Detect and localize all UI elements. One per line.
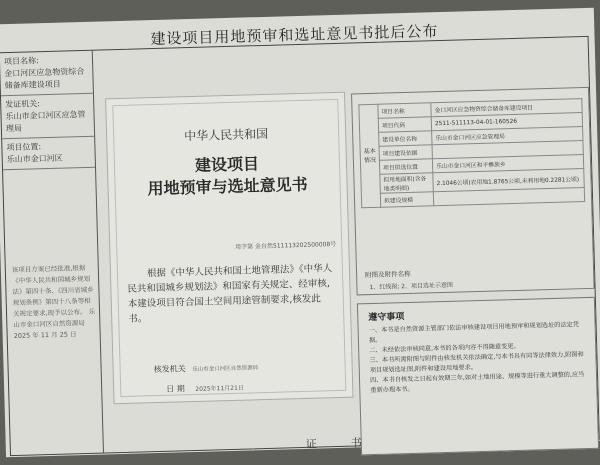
- issuing-authority-value: 乐山市金口河区应急管理局: [5, 109, 86, 134]
- notice-title: 遵守事项: [368, 312, 405, 324]
- info-row-label: 项目建设依据: [379, 145, 432, 160]
- document-sheet: [0, 8, 600, 458]
- certificate-country: 中华人民共和国: [183, 126, 269, 144]
- certificate-body: 根据《中华人民共和国土地管理法》《中华人民共和国城乡规划法》和国家有关规定、经审核,本建设项目符合国土空间用途管制要求,核发此书。: [127, 263, 333, 325]
- info-row-value: 金口河区应急物资综合储备库建设项目: [431, 99, 582, 117]
- left-info-column: [0, 51, 104, 455]
- attachments-list: 1、红线图; 2、项目选址示意图: [369, 281, 454, 292]
- issuing-authority-row: [1, 94, 94, 140]
- info-row-label: 建设单位名称: [379, 131, 432, 146]
- project-name-row: [0, 51, 93, 97]
- info-row-label: 项目名称: [378, 103, 431, 118]
- info-row-value: 2.1046公顷(农用地1.8765公顷,未利用地0.2281公顷): [433, 169, 584, 192]
- project-location-row: [2, 137, 95, 171]
- project-info-table: [358, 98, 585, 208]
- project-info-panel: [351, 87, 595, 296]
- certificate-title-line2: 用地预审与选址意见书: [147, 174, 308, 199]
- project-name-label: 项目名称:: [3, 56, 39, 67]
- info-row-label: 拟建设规模: [380, 192, 433, 207]
- info-row-label: 项目代码: [378, 117, 431, 132]
- attachments-heading: 附图及附件名称: [365, 269, 411, 280]
- notice-item: 二、未经依法审核同意,本书的各项内容不得随意变更。: [369, 342, 520, 355]
- footer-label: 证书: [305, 435, 396, 451]
- certificate-date: [166, 382, 244, 395]
- certificate-title-line1: 建设项目: [194, 154, 260, 175]
- certificate-number-label: 用字第: [234, 243, 254, 251]
- date-label: 日 期: [166, 384, 185, 394]
- issuer-label: 核发机关: [153, 364, 186, 375]
- issuing-authority-label: 发证机关:: [5, 99, 41, 110]
- info-row-value: 2511-511113-04-01-160526: [431, 113, 582, 131]
- notice-frame: [0, 36, 600, 456]
- info-row-value: 乐山市金口河区应急管理局: [432, 127, 583, 145]
- date-value: 2025年11月21日: [195, 384, 244, 393]
- compliance-notice-panel: [357, 297, 599, 456]
- certificate-number-value: 金自然511113202500008号: [254, 240, 337, 251]
- publication-note: 该项目方案已经批准,根据《中华人民共和国城乡规划法》第四十条、《四川省城乡规划条例》第四十八条等相关规定要求,现予以公布。 乐山市金口河区自然资源局 2025 年 11 月 25 日: [11, 264, 96, 341]
- info-row-label: 项目拟选位置: [379, 159, 432, 174]
- notice-list: [369, 320, 591, 396]
- info-row-label: 拟用地面积(含各地类明细): [380, 173, 434, 193]
- basic-info-label: 基本情况: [359, 104, 381, 207]
- info-row-value: [433, 188, 584, 206]
- notice-item: 四、本书自核发之日起有效期三年,如对土地用途、规模等进行重大调整的,应当重新办理本书。: [369, 371, 585, 395]
- project-name-value: 金口河区应急物资综合储备库建设项目: [4, 66, 85, 91]
- page-title: 建设项目用地预审和选址意见书批后公布: [150, 22, 439, 49]
- certificate-page: [105, 92, 353, 405]
- info-row-value: 乐山市金口河区和平彝族乡: [432, 155, 583, 173]
- issuer-value: 乐山市金口河区自然资源局: [192, 365, 259, 374]
- project-location-label: 项目位置:: [6, 142, 42, 153]
- project-location-value: 乐山市金口河区: [6, 153, 63, 165]
- notice-item: 一、本书是自然资源主管部门依法审核建设项目用地预审和规划选址的法定凭据。: [368, 321, 580, 345]
- notice-item: 三、本书所需附图与附件由核发机关依法确定,与本书具有同等法律效力,附图和项目规划选址图,附件和建设用地要求。: [369, 351, 584, 375]
